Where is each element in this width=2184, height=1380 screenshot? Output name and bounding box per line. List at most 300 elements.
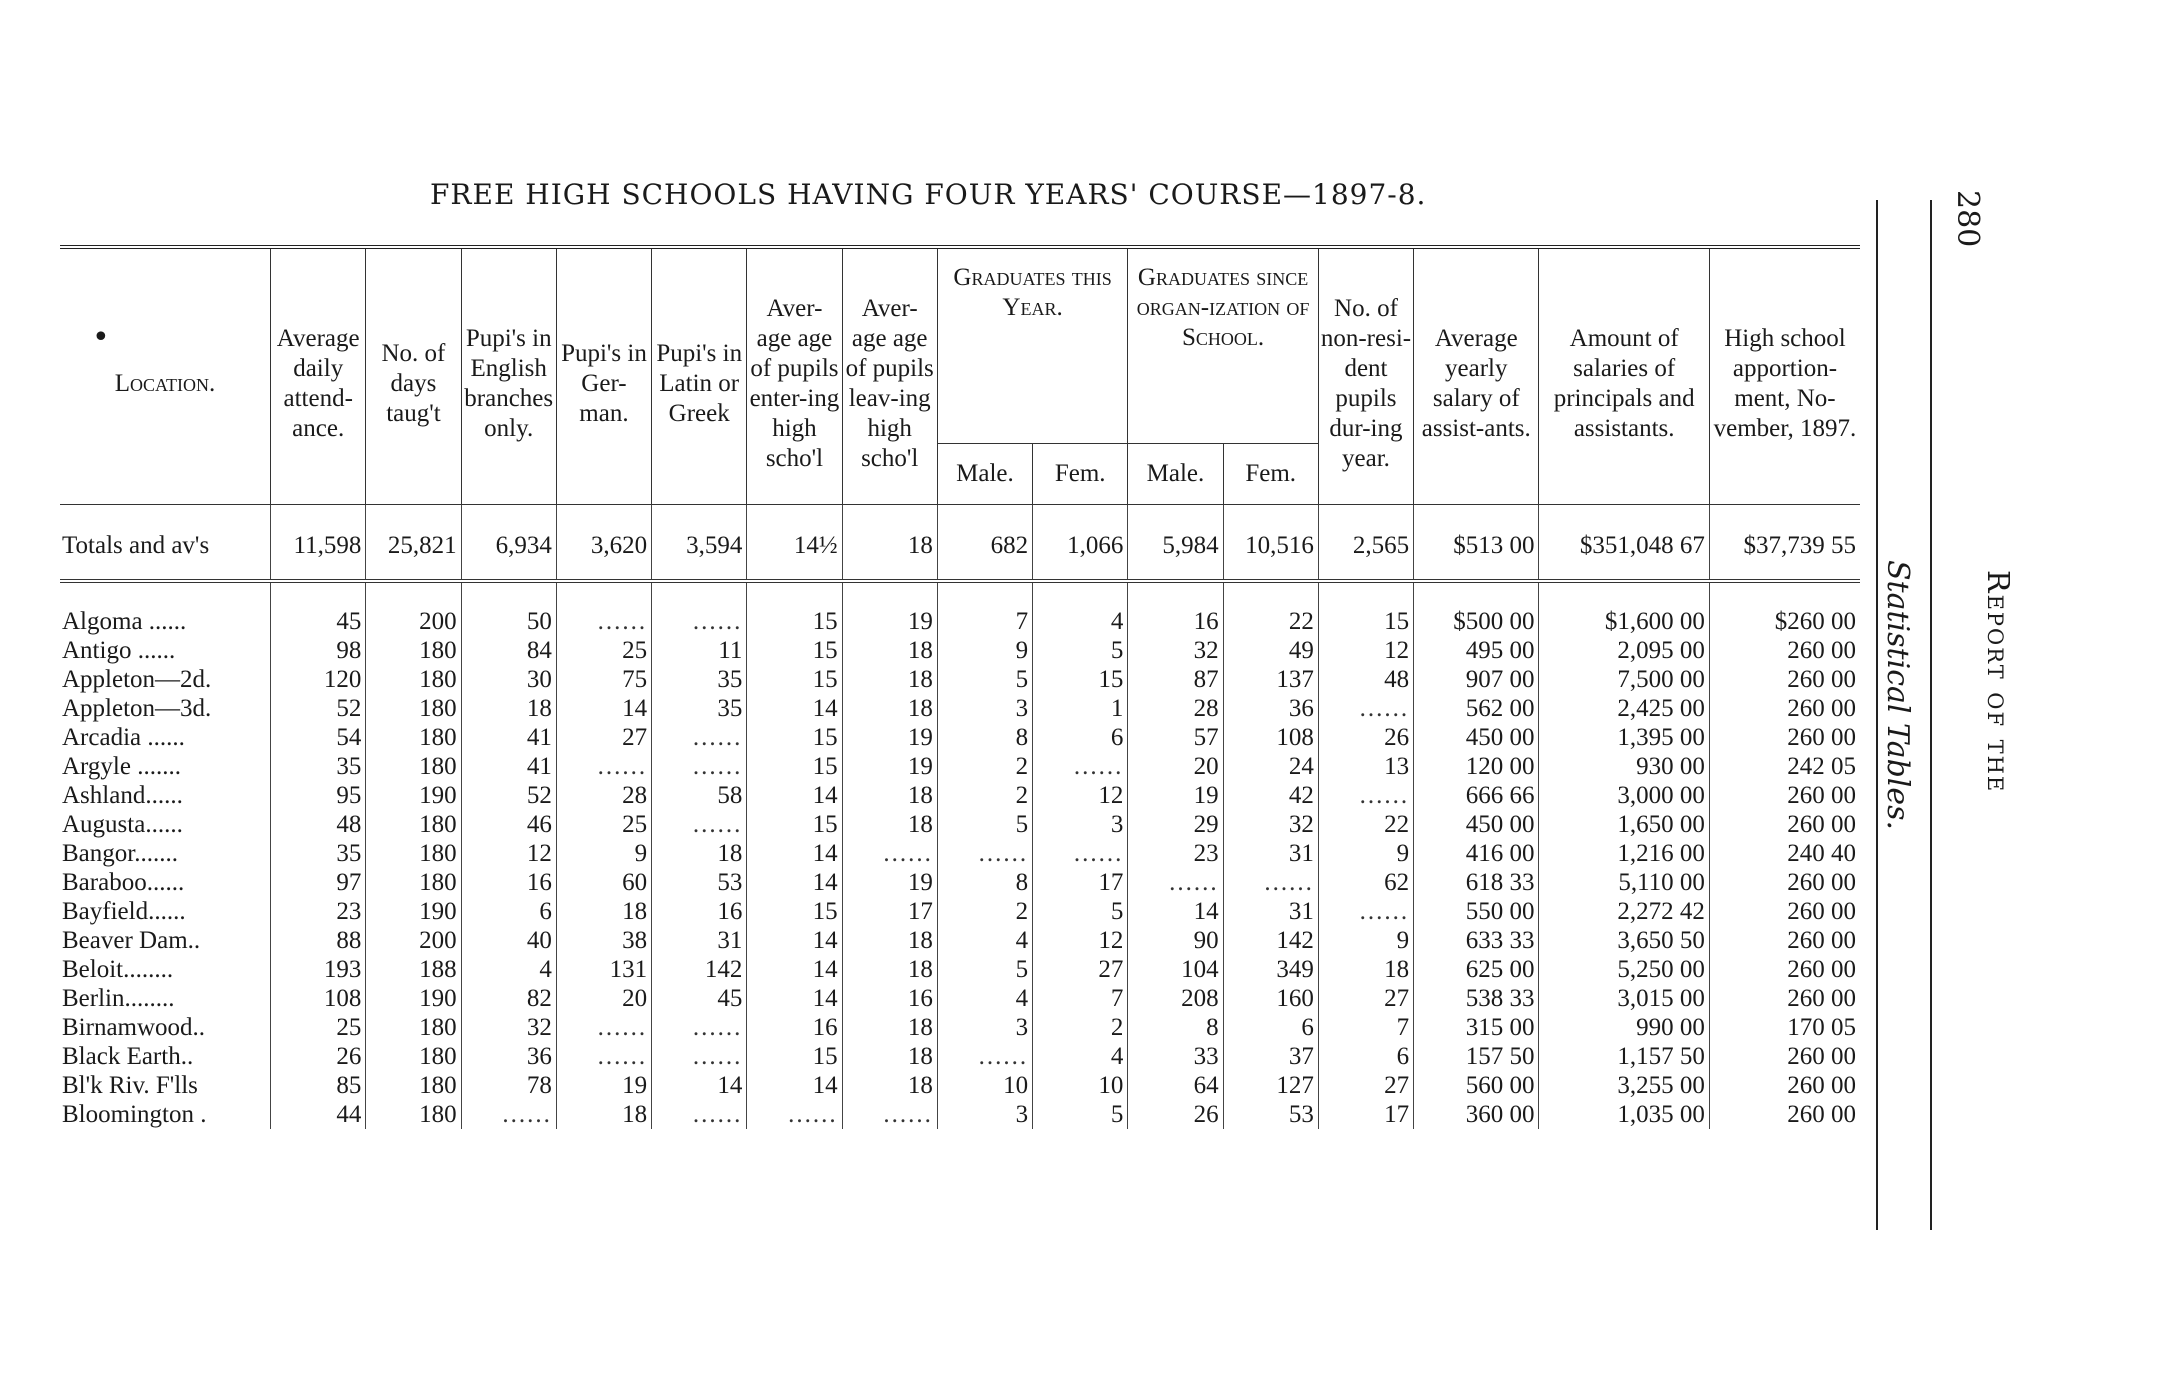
table-cell: 260 00 <box>1709 694 1860 723</box>
running-subhead: Statistical Tables. <box>1880 560 1915 831</box>
table-cell: 26 <box>271 1042 366 1071</box>
table-cell: 5,110 00 <box>1539 868 1709 897</box>
table-cell: 180 <box>366 636 461 665</box>
table-cell: 450 00 <box>1414 723 1539 752</box>
table-cell: 7,500 00 <box>1539 665 1709 694</box>
table-cell: 180 <box>366 1100 461 1129</box>
table-cell: 40 <box>461 926 556 955</box>
totals-cell: $351,048 67 <box>1539 505 1709 582</box>
table-cell: 200 <box>366 581 461 636</box>
table-cell: 260 00 <box>1709 1042 1860 1071</box>
table-cell: 260 00 <box>1709 868 1860 897</box>
table-cell: 29 <box>1128 810 1223 839</box>
table-cell: 108 <box>271 984 366 1013</box>
table-cell: 18 <box>556 1100 651 1129</box>
table-cell: 14 <box>747 839 842 868</box>
table-cell: 49 <box>1223 636 1318 665</box>
table-cell: 33 <box>1128 1042 1223 1071</box>
table-cell: 260 00 <box>1709 665 1860 694</box>
table-row <box>60 723 1860 752</box>
header-latin: Pupi's in Latin or Greek <box>652 247 747 505</box>
table-cell <box>652 1042 747 1071</box>
table-cell <box>652 1013 747 1042</box>
table-cell: 260 00 <box>1709 1100 1860 1129</box>
table-cell: 7 <box>1318 1013 1413 1042</box>
table-cell: 18 <box>842 926 937 955</box>
table-cell: 26 <box>1128 1100 1223 1129</box>
table-cell: 260 00 <box>1709 781 1860 810</box>
table-cell: 6 <box>1033 723 1128 752</box>
table-cell: 19 <box>842 752 937 781</box>
table-cell <box>1223 868 1318 897</box>
table-cell: 19 <box>842 868 937 897</box>
table-cell: 142 <box>1223 926 1318 955</box>
table-cell: 46 <box>461 810 556 839</box>
table-cell: 98 <box>271 636 366 665</box>
location-name: Antigo ...... <box>62 637 176 664</box>
table-cell: 54 <box>271 723 366 752</box>
table-cell: 75 <box>556 665 651 694</box>
table-cell: 3 <box>1033 810 1128 839</box>
table-cell: 18 <box>842 1013 937 1042</box>
table-cell: 666 66 <box>1414 781 1539 810</box>
header-location: Location. <box>60 247 271 505</box>
table-cell: 32 <box>461 1013 556 1042</box>
table-cell: 64 <box>1128 1071 1223 1100</box>
table-cell: 108 <box>1223 723 1318 752</box>
table-cell: 180 <box>366 1013 461 1042</box>
table-cell <box>556 1042 651 1071</box>
table-cell: 18 <box>652 839 747 868</box>
table-cell <box>1318 897 1413 926</box>
table-cell: 160 <box>1223 984 1318 1013</box>
table-cell: 260 00 <box>1709 897 1860 926</box>
totals-cell: 2,565 <box>1318 505 1413 582</box>
table-cell: 48 <box>1318 665 1413 694</box>
table-cell: 190 <box>366 781 461 810</box>
table-cell: 44 <box>271 1100 366 1129</box>
table-cell: 4 <box>1033 1042 1128 1071</box>
table-cell: 4 <box>461 955 556 984</box>
table-cell: 90 <box>1128 926 1223 955</box>
table-cell <box>652 723 747 752</box>
location-name: Berlin........ <box>62 985 175 1012</box>
table-cell: 27 <box>1318 1071 1413 1100</box>
table-cell: 7 <box>1033 984 1128 1013</box>
table-cell <box>1033 839 1128 868</box>
table-cell: 27 <box>1033 955 1128 984</box>
table-cell: 180 <box>366 723 461 752</box>
table-cell: 14 <box>747 1071 842 1100</box>
table-row <box>60 955 1860 984</box>
table-cell: 2 <box>937 752 1032 781</box>
table-cell: 35 <box>652 694 747 723</box>
table-cell: 52 <box>461 781 556 810</box>
table-cell: 60 <box>556 868 651 897</box>
table-cell: 32 <box>1223 810 1318 839</box>
table-cell: 18 <box>1318 955 1413 984</box>
table-cell: 4 <box>1033 581 1128 636</box>
table-cell: 450 00 <box>1414 810 1539 839</box>
table-row <box>60 984 1860 1013</box>
table-cell: 38 <box>556 926 651 955</box>
table-cell: 42 <box>1223 781 1318 810</box>
header-graduates-year: Graduates this Year. <box>937 247 1128 444</box>
table-cell: 416 00 <box>1414 839 1539 868</box>
table-cell: 2 <box>1033 1013 1128 1042</box>
totals-cell: $513 00 <box>1414 505 1539 582</box>
table-cell <box>842 1100 937 1129</box>
location-name: Appleton—3d. <box>62 695 212 722</box>
header-grad-year-male: Male. <box>937 444 1032 505</box>
table-row <box>60 752 1860 781</box>
table-cell: 260 00 <box>1709 810 1860 839</box>
table-cell: 3 <box>937 1013 1032 1042</box>
table-cell <box>747 1100 842 1129</box>
table-cell: 23 <box>271 897 366 926</box>
location-name: Ashland...... <box>62 782 183 809</box>
table-cell: 180 <box>366 1042 461 1071</box>
table-cell: 19 <box>842 723 937 752</box>
table-cell: 208 <box>1128 984 1223 1013</box>
table-cell: 3,000 00 <box>1539 781 1709 810</box>
table-cell: 27 <box>556 723 651 752</box>
table-cell: 17 <box>1318 1100 1413 1129</box>
table-cell: 31 <box>652 926 747 955</box>
table-cell: 131 <box>556 955 651 984</box>
table-row <box>60 1071 1860 1100</box>
table-cell: 18 <box>842 1071 937 1100</box>
table-cell: 4 <box>937 926 1032 955</box>
table-cell: 157 50 <box>1414 1042 1539 1071</box>
table-cell: 19 <box>556 1071 651 1100</box>
totals-cell: 5,984 <box>1128 505 1223 582</box>
location-name: Algoma ...... <box>62 608 187 635</box>
totals-cell: 11,598 <box>271 505 366 582</box>
table-cell: 22 <box>1318 810 1413 839</box>
table-cell: 15 <box>747 636 842 665</box>
table-cell: 30 <box>461 665 556 694</box>
location-name: Birnamwood.. <box>62 1014 206 1041</box>
table-cell: 62 <box>1318 868 1413 897</box>
header-graduates-since: Graduates since organ-ization of School. <box>1128 247 1319 444</box>
table-cell: 2,272 42 <box>1539 897 1709 926</box>
table-cell: 1,395 00 <box>1539 723 1709 752</box>
table-cell: 57 <box>1128 723 1223 752</box>
table-cell: 18 <box>842 781 937 810</box>
header-age-leave: Aver-age age of pupils leav-ing high scho'l <box>842 247 937 505</box>
header-amount: Amount of salaries of principals and assistants. <box>1539 247 1709 505</box>
table-cell: 180 <box>366 839 461 868</box>
table-cell: 31 <box>1223 897 1318 926</box>
table-cell: 9 <box>937 636 1032 665</box>
table-cell <box>1318 781 1413 810</box>
table-cell: 200 <box>366 926 461 955</box>
table-cell: 15 <box>747 1042 842 1071</box>
table-cell: 618 33 <box>1414 868 1539 897</box>
table-cell: 11 <box>652 636 747 665</box>
header-row <box>60 247 1860 444</box>
table-cell: 17 <box>842 897 937 926</box>
table-cell: 120 00 <box>1414 752 1539 781</box>
table-cell: 18 <box>461 694 556 723</box>
table-cell: 45 <box>271 581 366 636</box>
table-cell: 27 <box>1318 984 1413 1013</box>
table-cell: 23 <box>1128 839 1223 868</box>
page-number: 280 <box>1950 190 1985 248</box>
table-cell: 193 <box>271 955 366 984</box>
totals-cell: 1,066 <box>1033 505 1128 582</box>
table-cell: 14 <box>747 955 842 984</box>
table-cell: 349 <box>1223 955 1318 984</box>
table-cell: 190 <box>366 897 461 926</box>
table-cell: 2 <box>937 897 1032 926</box>
table-cell: 9 <box>1318 839 1413 868</box>
location-name: Argyle ....... <box>62 753 181 780</box>
totals-cell: 6,934 <box>461 505 556 582</box>
table-cell: 6 <box>1318 1042 1413 1071</box>
table-cell: 15 <box>747 810 842 839</box>
table-cell: 31 <box>1223 839 1318 868</box>
table-cell: 35 <box>271 839 366 868</box>
table-row <box>60 636 1860 665</box>
table-cell: 97 <box>271 868 366 897</box>
table-cell <box>1128 868 1223 897</box>
table-cell: 14 <box>747 781 842 810</box>
table-cell: 180 <box>366 752 461 781</box>
table-cell: 5 <box>1033 1100 1128 1129</box>
table-cell: 1 <box>1033 694 1128 723</box>
table-cell: 12 <box>1318 636 1413 665</box>
table-cell: $260 00 <box>1709 581 1860 636</box>
table-cell: 1,216 00 <box>1539 839 1709 868</box>
table-cell: 170 05 <box>1709 1013 1860 1042</box>
statistics-table <box>60 245 1860 1129</box>
table-cell: 25 <box>271 1013 366 1042</box>
table-cell: 24 <box>1223 752 1318 781</box>
table-cell <box>1033 752 1128 781</box>
table-cell: 14 <box>747 868 842 897</box>
table-cell: 495 00 <box>1414 636 1539 665</box>
table-cell: 4 <box>937 984 1032 1013</box>
table-cell <box>842 839 937 868</box>
table-cell: 127 <box>1223 1071 1318 1100</box>
header-days: No. of days taug't <box>366 247 461 505</box>
table-cell: 1,035 00 <box>1539 1100 1709 1129</box>
table-row <box>60 926 1860 955</box>
page-title: FREE HIGH SCHOOLS HAVING FOUR YEARS' COURSE—1897-8. <box>430 178 1427 211</box>
table-cell: 242 05 <box>1709 752 1860 781</box>
table-cell: $1,600 00 <box>1539 581 1709 636</box>
table-cell: 95 <box>271 781 366 810</box>
table-cell: 104 <box>1128 955 1223 984</box>
table-cell: 16 <box>1128 581 1223 636</box>
table-cell: 85 <box>271 1071 366 1100</box>
table-cell: 25 <box>556 636 651 665</box>
table-cell: 58 <box>652 781 747 810</box>
location-name: Bloomington . <box>62 1101 207 1128</box>
location-name: Bl'k Riv. F'lls <box>62 1072 198 1099</box>
table-cell: 6 <box>461 897 556 926</box>
table-cell: 18 <box>842 955 937 984</box>
table-cell: 17 <box>1033 868 1128 897</box>
table-cell: 180 <box>366 694 461 723</box>
header-attendance: Average daily attend-ance. <box>271 247 366 505</box>
table-cell: 10 <box>1033 1071 1128 1100</box>
table-cell: 1,650 00 <box>1539 810 1709 839</box>
table-cell: 18 <box>842 636 937 665</box>
table-cell: 50 <box>461 581 556 636</box>
totals-cell: 25,821 <box>366 505 461 582</box>
table-cell <box>556 581 651 636</box>
table-cell: 37 <box>1223 1042 1318 1071</box>
table-cell: 260 00 <box>1709 955 1860 984</box>
table-cell: 142 <box>652 955 747 984</box>
table-cell: 78 <box>461 1071 556 1100</box>
table-cell: 19 <box>1128 781 1223 810</box>
table-cell: 8 <box>937 868 1032 897</box>
table-cell: 18 <box>556 897 651 926</box>
table-cell: 16 <box>652 897 747 926</box>
table-cell: 625 00 <box>1414 955 1539 984</box>
totals-row <box>60 505 1860 582</box>
location-name: Bayfield...... <box>62 898 186 925</box>
table-cell <box>556 1013 651 1042</box>
table-row <box>60 1042 1860 1071</box>
table-cell: 240 40 <box>1709 839 1860 868</box>
table-cell: 180 <box>366 868 461 897</box>
bullet-mark: • <box>92 320 110 355</box>
table-cell: 3 <box>937 1100 1032 1129</box>
table-cell: 26 <box>1318 723 1413 752</box>
totals-cell: 14½ <box>747 505 842 582</box>
table-cell: 82 <box>461 984 556 1013</box>
table-cell: 45 <box>652 984 747 1013</box>
table-cell: 5,250 00 <box>1539 955 1709 984</box>
table-cell: 14 <box>747 694 842 723</box>
header-apportionment: High school apportion-ment, No-vember, 1897. <box>1709 247 1860 505</box>
location-name: Bangor....... <box>62 840 178 867</box>
table-cell: 260 00 <box>1709 926 1860 955</box>
table-cell <box>652 752 747 781</box>
table-cell: 5 <box>1033 636 1128 665</box>
table-cell: 20 <box>556 984 651 1013</box>
table-cell: 260 00 <box>1709 1071 1860 1100</box>
header-age-enter: Aver-age age of pupils enter-ing high scho'l <box>747 247 842 505</box>
totals-cell: 3,620 <box>556 505 651 582</box>
table-cell: 16 <box>461 868 556 897</box>
table-row <box>60 665 1860 694</box>
table-cell: 180 <box>366 1071 461 1100</box>
table-row <box>60 694 1860 723</box>
table-row <box>60 810 1860 839</box>
table-cell <box>652 810 747 839</box>
table-cell: 5 <box>937 810 1032 839</box>
table-cell: 560 00 <box>1414 1071 1539 1100</box>
table-cell: 20 <box>1128 752 1223 781</box>
table-cell: 315 00 <box>1414 1013 1539 1042</box>
table-cell: 990 00 <box>1539 1013 1709 1042</box>
table-cell: 87 <box>1128 665 1223 694</box>
table-cell: 120 <box>271 665 366 694</box>
table-cell: 360 00 <box>1414 1100 1539 1129</box>
table-cell: 18 <box>842 1042 937 1071</box>
table-cell: 14 <box>1128 897 1223 926</box>
table-cell: 8 <box>937 723 1032 752</box>
table-cell: 18 <box>842 694 937 723</box>
table-cell: 5 <box>937 665 1032 694</box>
table-cell: 2,425 00 <box>1539 694 1709 723</box>
table-cell: 260 00 <box>1709 723 1860 752</box>
header-german: Pupi's in Ger-man. <box>556 247 651 505</box>
table-cell: 930 00 <box>1539 752 1709 781</box>
table-cell: 2 <box>937 781 1032 810</box>
table-cell: 16 <box>842 984 937 1013</box>
totals-cell: 18 <box>842 505 937 582</box>
table-cell <box>556 752 651 781</box>
table-cell: 633 33 <box>1414 926 1539 955</box>
table-cell: 18 <box>842 665 937 694</box>
table-cell: 137 <box>1223 665 1318 694</box>
table-row <box>60 897 1860 926</box>
table-cell <box>652 581 747 636</box>
table-cell: 260 00 <box>1709 984 1860 1013</box>
table-cell: 22 <box>1223 581 1318 636</box>
table-cell: 53 <box>1223 1100 1318 1129</box>
table-cell: 2,095 00 <box>1539 636 1709 665</box>
table-cell: 36 <box>1223 694 1318 723</box>
totals-label: Totals and av's <box>60 505 271 582</box>
table-cell: 53 <box>652 868 747 897</box>
table-cell: 15 <box>747 752 842 781</box>
running-head: Report of the <box>1980 570 2015 794</box>
table-row <box>60 868 1860 897</box>
table-cell: 907 00 <box>1414 665 1539 694</box>
totals-cell: 3,594 <box>652 505 747 582</box>
table-cell: 6 <box>1223 1013 1318 1042</box>
table-cell: 3,255 00 <box>1539 1071 1709 1100</box>
location-name: Baraboo...... <box>62 869 185 896</box>
header-grad-since-fem: Fem. <box>1223 444 1318 505</box>
table-cell: 12 <box>1033 781 1128 810</box>
table-cell: 84 <box>461 636 556 665</box>
totals-cell: 682 <box>937 505 1032 582</box>
table-cell <box>652 1100 747 1129</box>
table-cell: 15 <box>1318 581 1413 636</box>
table-cell: 52 <box>271 694 366 723</box>
table-cell: 48 <box>271 810 366 839</box>
table-cell: 41 <box>461 752 556 781</box>
table-cell: 562 00 <box>1414 694 1539 723</box>
table-cell: 9 <box>556 839 651 868</box>
table-cell: 41 <box>461 723 556 752</box>
table-cell: 19 <box>842 581 937 636</box>
table-cell: 13 <box>1318 752 1413 781</box>
table-cell: 15 <box>747 897 842 926</box>
table-cell: 18 <box>842 810 937 839</box>
table-cell: 15 <box>747 723 842 752</box>
table-cell: 15 <box>1033 665 1128 694</box>
table-cell: 36 <box>461 1042 556 1071</box>
table-cell <box>1318 694 1413 723</box>
table-cell: 180 <box>366 665 461 694</box>
table-cell: $500 00 <box>1414 581 1539 636</box>
table-cell: 188 <box>366 955 461 984</box>
table-cell: 7 <box>937 581 1032 636</box>
table-cell: 28 <box>556 781 651 810</box>
table-cell: 260 00 <box>1709 636 1860 665</box>
table-cell <box>937 1042 1032 1071</box>
